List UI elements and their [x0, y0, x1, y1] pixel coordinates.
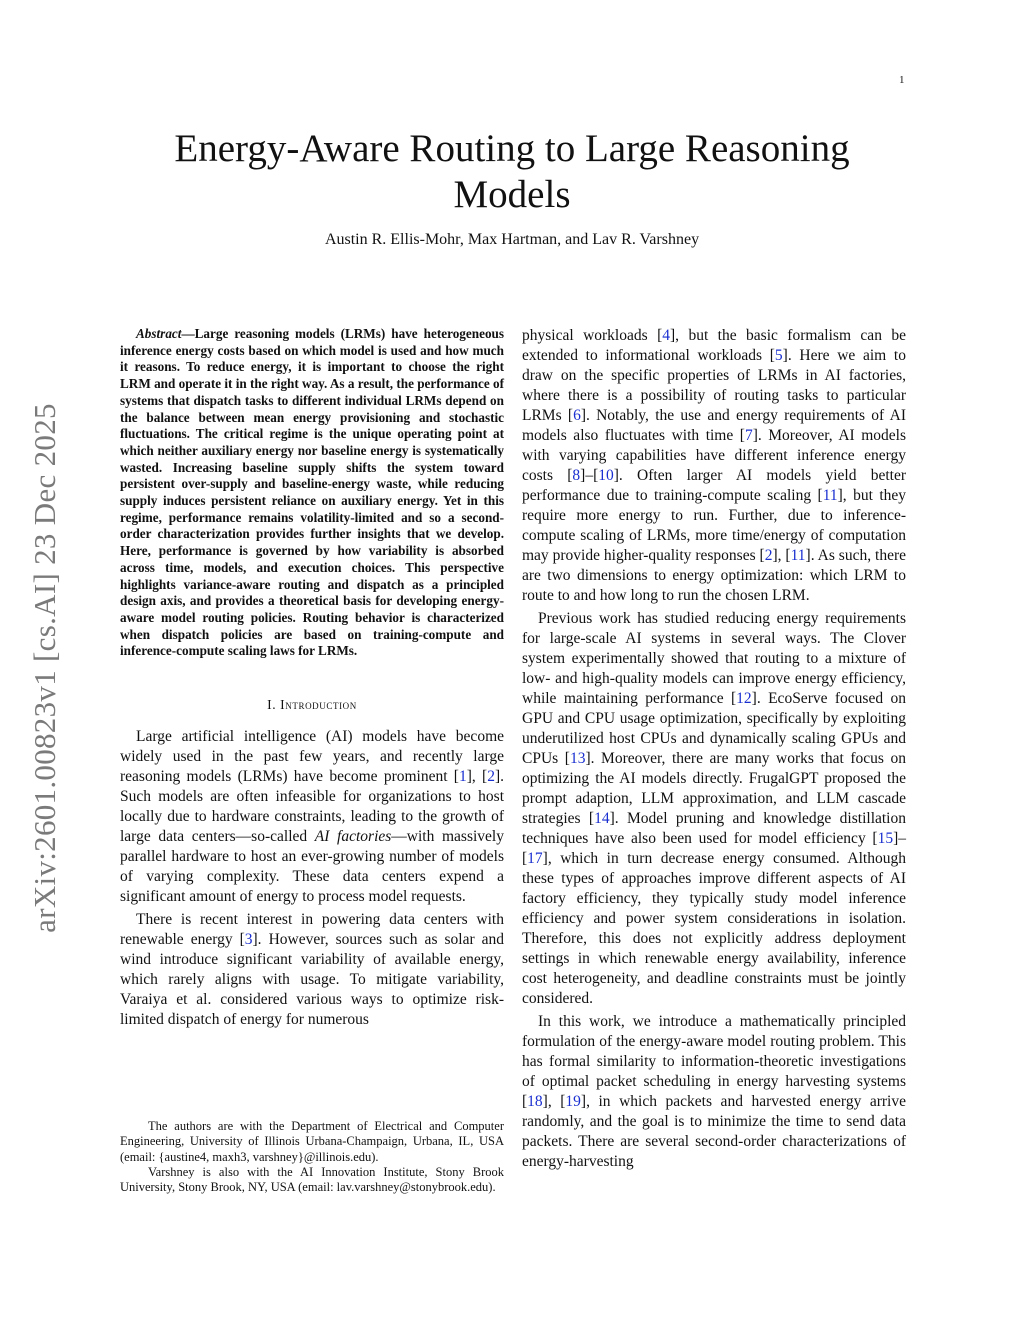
text-run: ]. As such, there are two dimensions to energy optimization: which LRM to route to and how long to run the chosen LRM. [522, 547, 907, 604]
text-run: ]–[ [580, 467, 599, 484]
text-run: ]. Moreover, AI models with varying capabilities have different inference energy costs [ [522, 427, 906, 484]
text-run: ]. Notably, the use and energy requirements of AI models also fluctuates with time [ [522, 407, 906, 444]
text-run: ]. Model pruning and knowledge distillation techniques have also been used for model efficiency [ [522, 810, 906, 847]
text-run: ]–[ [522, 830, 906, 867]
page-number: 1 [899, 74, 905, 86]
citation-link[interactable]: 7 [744, 427, 753, 444]
citation-link[interactable]: 15 [877, 830, 894, 847]
citation-link[interactable]: 17 [527, 850, 543, 867]
left-column [120, 326, 504, 1033]
citation-link[interactable]: 10 [598, 467, 614, 484]
abstract-label: Abstract [136, 326, 182, 341]
citation-link[interactable]: 13 [569, 750, 586, 767]
text-run: Large artificial intelligence (AI) models have become widely used in the past few years, and recently large reasoning models (LRMs) have become prominent [ [120, 728, 504, 786]
text-run: ], in which packets and harvested energy arrive randomly, and the goal is to minimize the time to send data packets. There are several second-order characterizations of energy-harvesting [522, 1093, 906, 1170]
citation-link[interactable]: 11 [790, 547, 806, 564]
text-run: ], but the basic formalism can be extended to informational workloads [ [522, 327, 906, 364]
text-run: ], which in turn decrease energy consumed. Although these types of approaches improve different aspects of AI factory efficiency, they typically study model inference efficiency and power system considerations in isolation. Therefore, this does not explicitly address deployment settings in which renewable energy availability, inference cost heterogeneity, and deadline constraints must be jointly considered. [522, 850, 906, 1007]
right-column [522, 326, 906, 1175]
text-run: There is recent interest in powering data centers with renewable energy [ [120, 911, 504, 949]
section-number: I. [267, 697, 277, 713]
citation-link[interactable]: 4 [662, 327, 670, 344]
text-run: ]. Such models are often infeasible for organizations to host locally due to hardware constraints, leading to the growth of large data centers—so-called [120, 768, 504, 846]
text-run: —with massively parallel hardware to host an ever-growing number of models of varying complexity. These data centers expend a significant amount of energy to process model requests. [120, 828, 504, 906]
citation-link[interactable]: 8 [572, 467, 581, 484]
text-run: In this work, we introduce a mathematically principled formulation of the energy-aware model routing problem. This has formal similarity to information-theoretic investigations of optimal packet scheduling in energy harvesting systems [ [522, 1013, 906, 1110]
citation-link[interactable]: 2 [764, 547, 773, 564]
citation-link[interactable]: 1 [458, 768, 467, 786]
citation-link[interactable]: 19 [565, 1093, 581, 1110]
text-run: ]. EcoServe focused on GPU and CPU usage optimization, specifically by exploiting underutilized host CPUs and dynamically scaling GPUs and CPUs [ [522, 690, 906, 767]
text-run: ], [ [772, 547, 791, 564]
citation-link[interactable]: 14 [594, 810, 610, 827]
text-run: ], but they require more energy to run. Further, due to inference-compute scaling of LRMs, more time/energy of computation may provide higher-quality responses [ [522, 487, 907, 564]
citation-link[interactable]: 3 [244, 931, 253, 949]
citation-link[interactable]: 2 [487, 768, 495, 786]
introduction-text-right [522, 326, 906, 1172]
introduction-text-left [120, 727, 504, 1030]
citation-link[interactable]: 12 [736, 690, 752, 707]
text-run: ]. Here we aim to draw on the specific properties of LRMs in AI factories, where there is a possibility of routing tasks to particular LRMs [ [522, 347, 906, 424]
text-run: ]. Moreover, there are many works that focus on optimizing the AI models directly. FrugalGPT proposed the prompt adaption, LLM approximation, and LLM cascade strategies [ [522, 750, 906, 827]
text-run: physical workloads [ [522, 327, 663, 344]
text-run: ], [ [466, 768, 488, 786]
text-run: ], [ [542, 1093, 566, 1110]
paper-title: Energy-Aware Routing to Large Reasoning Models [174, 127, 850, 216]
section-title: Introduction [280, 697, 357, 713]
emphasis-text: AI factories [314, 828, 392, 846]
footnote-paragraph: Varshney is also with the AI Innovation Institute, Stony Brook University, Stony Brook, NY, USA (email: lav.varshney@stonybrook.edu). [120, 1164, 504, 1195]
citation-link[interactable]: 18 [527, 1093, 543, 1110]
footnote-paragraph: The authors are with the Department of Electrical and Computer Engineering, University of Illinois Urbana-Champaign, Urbana, IL, USA (email: {austine4, maxh3, varshney}@illinois.edu). [120, 1119, 504, 1164]
text-run: ]. However, sources such as solar and wind introduce significant variability of available energy, which rarely aligns with usage. To mitigate variability, Varaiya et al. considered various ways to optimize risk-limited dispatch of energy for numerous [120, 931, 505, 1029]
paragraph [120, 727, 504, 907]
arxiv-identifier-stamp: arXiv:2601.00823v1 [cs.AI] 23 Dec 2025 [27, 403, 62, 933]
citation-link[interactable]: 6 [573, 407, 581, 424]
paragraph [522, 326, 906, 606]
text-run: ]. Often larger AI models yield better performance due to training-compute scaling [ [522, 467, 906, 504]
paragraph [522, 609, 906, 1009]
paragraph [522, 1012, 906, 1172]
paragraph [120, 910, 504, 1030]
section-heading-introduction [120, 697, 504, 713]
citation-link[interactable]: 5 [774, 347, 783, 364]
abstract-text: —Large reasoning models (LRMs) have heterogeneous inference energy costs based on which model is used and how much it reasons. To reduce energy, it is important to choose the right LRM and operate it in the right way. As a result, the performance of systems that dispatch tasks to different individual LRMs depend on the balance between mean energy provisioning and stochastic fluctuations. The critical regime is the unique operating point at which neither auxiliary energy nor baseline energy is systematically wasted. Increasing baseline supply shifts the system toward persistent over-supply and baseline-energy waste, while reducing supply induces persistent reliance on auxiliary energy. Yet in this regime, performance remains volatility-limited and so a second-order characterization provides further insights that we develop. Here, performance is governed by how variability is absorbed across time, models, and execution choices. This perspective highlights variance-aware routing and dispatch as a principled design axis, and provides a theoretical basis for developing energy-aware model routing policies. Routing behavior is characterized when dispatch policies are based on training-compute and inference-compute scaling laws for LRMs. [120, 326, 504, 659]
text-run: Previous work has studied reducing energy requirements for large-scale AI systems in several ways. The Clover system experimentally showed that routing to a mixture of low- and high-quality models can improve energy efficiency, while maintaining performance [ [522, 610, 906, 707]
citation-link[interactable]: 11 [822, 487, 838, 504]
author-list: Austin R. Ellis-Mohr, Max Hartman, and Lav R. Varshney [324, 231, 700, 248]
abstract [120, 326, 504, 660]
author-affiliation-footnote [120, 1119, 504, 1195]
